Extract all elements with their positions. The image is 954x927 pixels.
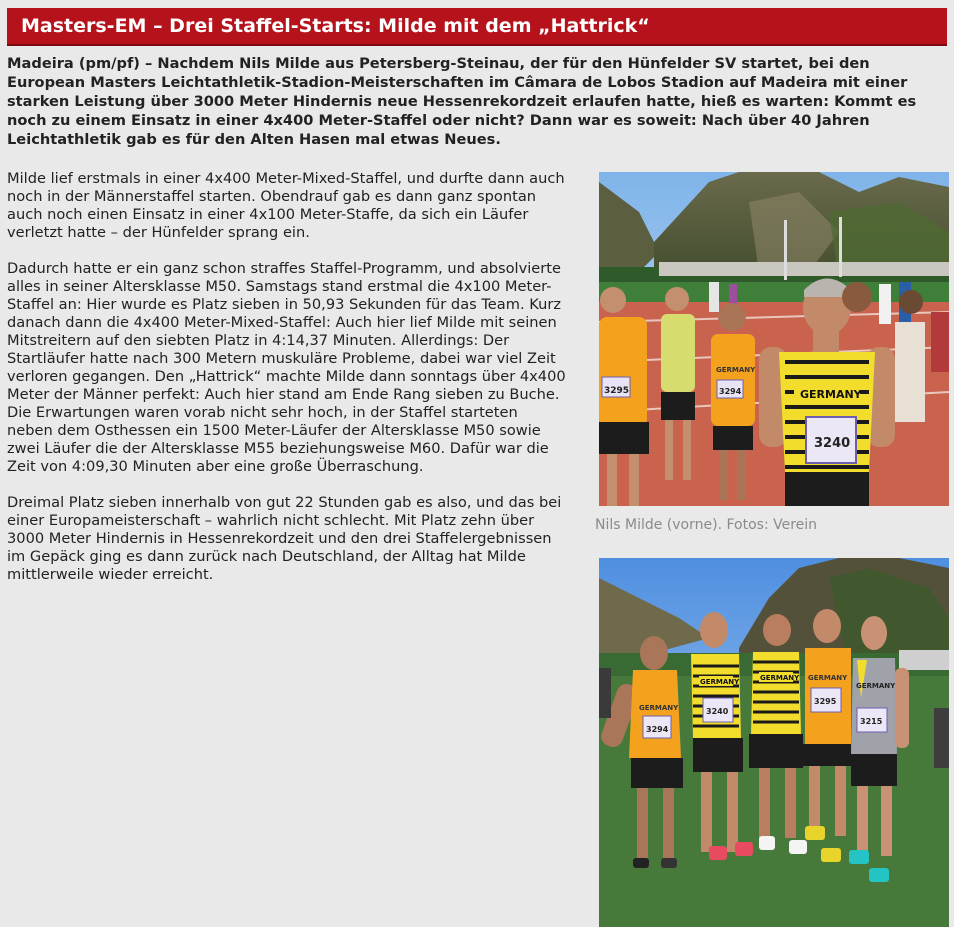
article-title: Masters-EM – Drei Staffel-Starts: Milde mit dem „Hattrick“ bbox=[21, 15, 650, 37]
photo-team-group bbox=[599, 558, 949, 927]
article-paragraph: Dadurch hatte er ein ganz schon straffes Staffel-Programm, und absolvierte alles in seiner Altersklasse M50. Samstags stand erstmal die 4x100 Meter-Staffel an: Hier wurde es Platz sieben in 50,93 Sekunden für das Team. Kurz danach dann die 4x400 Meter-Mixed-Staffel: Auch hier lief Milde mit seinen Mitstreitern auf den siebten Platz in 4:14,37 Minuten. Allerdings: Der Startläufer hatte nach 300 Metern muskuläre Probleme, dabei war viel Zeit verloren gegangen. Den „Hattrick“ machte Milde dann sonntags über 4x400 Meter der Männer perfekt: Auch hier stand am Ende Rang sieben zu Buche. Die Erwartungen waren vorab nicht sehr hoch, in der Staffel starteten neben dem Osthessen ein 1500 Meter-Läufer der Altersklasse M50 sowie zwei Läufer die der Altersklasse M55 beziehungsweise M60. Dafür war die Zeit von 4:09,30 Minuten aber eine große Überraschung. bbox=[7, 260, 566, 475]
article-body bbox=[7, 170, 567, 602]
bib-number: 3240 bbox=[814, 436, 851, 451]
bib-number: 3295 bbox=[814, 697, 837, 706]
bib-number: 3295 bbox=[604, 386, 630, 396]
photo-caption: Nils Milde (vorne). Fotos: Verein bbox=[595, 517, 818, 533]
bib-number: 3294 bbox=[719, 387, 742, 396]
bib-number: 3294 bbox=[646, 725, 669, 734]
article-paragraph: Milde lief erstmals in einer 4x400 Meter-Mixed-Staffel, und durfte dann auch noch in der Männerstaffel starten. Obendrauf gab es dann ganz spontan auch noch einen Einsatz in einer 4x100 Meter-Staffe, da sich ein Läufer verletzt hatte – der Hünfelder sprang ein. bbox=[7, 170, 565, 241]
article-paragraph: Dreimal Platz sieben innerhalb von gut 22 Stunden gab es also, und das bei einer Europameisterschaft – wahrlich nicht schlecht. Mit Platz zehn über 3000 Meter Hindernis in Hessenrekordzeit und den drei Staffelergebnissen im Gepäck ging es dann zurück nach Deutschland, der Alltag hat Milde mittlerweile wieder erreicht. bbox=[7, 494, 562, 583]
shirt-text: GERMANY bbox=[700, 678, 740, 686]
bib-number: 3240 bbox=[706, 707, 729, 716]
shirt-text: GERMANY bbox=[808, 674, 848, 682]
shirt-text: GERMANY bbox=[856, 682, 896, 690]
photo-runners-track bbox=[599, 172, 949, 506]
shirt-text: GERMANY bbox=[800, 388, 862, 401]
shirt-text: GERMANY bbox=[639, 704, 679, 712]
article-title-bar bbox=[7, 8, 947, 46]
article-lead: Madeira (pm/pf) – Nachdem Nils Milde aus Petersberg-Steinau, der für den Hünfelder SV startet, bei den European Masters Leichtathletik-Stadion-Meisterschaften im Câmara de Lobos Stadion auf Madeira mit einer starken Leistung über 3000 Meter Hindernis neue Hessenrekordzeit erlaufen hatte, hieß es warten: Kommt es noch zu einem Einsatz in einer 4x400 Meter-Staffel oder nicht? Dann war es soweit: Nach über 40 Jahren Leichtathletik gab es für den Alten Hasen mal etwas Neues. bbox=[7, 55, 917, 148]
shirt-text: GERMANY bbox=[760, 674, 800, 682]
photo-runners-track-image bbox=[599, 172, 949, 506]
bib-number: 3215 bbox=[860, 717, 883, 726]
shirt-text: GERMANY bbox=[716, 366, 756, 374]
photo-team-group-image bbox=[599, 558, 949, 927]
